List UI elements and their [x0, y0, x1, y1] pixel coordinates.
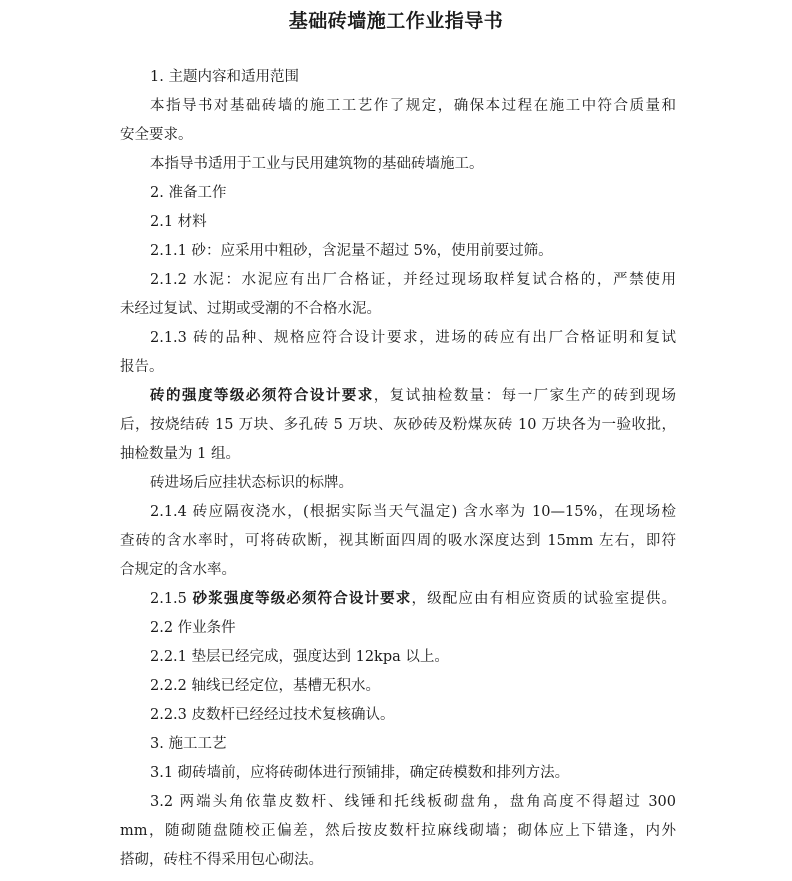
- section-heading: 3. 施工工艺: [150, 736, 227, 752]
- paragraph-line: 安全要求。: [120, 127, 193, 143]
- paragraph-text: ，级配应由有相应资质的试验室提供。: [411, 591, 677, 607]
- paragraph-line: 3.1 砌砖墙前，应将砖砌体进行预铺排，确定砖模数和排列方法。: [150, 765, 570, 781]
- subsection-heading: 2.1 材料: [150, 214, 207, 230]
- paragraph-line: 查砖的含水率时，可将砖砍断，视其断面四周的吸水深度达到 15mm 左右，即符: [120, 533, 676, 549]
- paragraph-line: 2.1.4 砖应隔夜浇水，(根据实际当天气温定) 含水率为 10—15%，在现场检: [150, 504, 676, 520]
- paragraph-line: 本指导书对基础砖墙的施工工艺作了规定，确保本过程在施工中符合质量和: [150, 98, 676, 114]
- paragraph-line: [150, 386, 676, 406]
- section-heading: 2. 准备工作: [150, 185, 227, 201]
- paragraph-line: 未经过复试、过期或受潮的不合格水泥。: [120, 301, 381, 317]
- paragraph-line: 砖进场后应挂状态标识的标牌。: [150, 475, 353, 491]
- paragraph-line: 本指导书适用于工业与民用建筑物的基础砖墙施工。: [150, 156, 484, 172]
- document-title: 基础砖墙施工作业指导书: [288, 10, 504, 32]
- bold-requirement: 砖的强度等级必须符合设计要求: [150, 387, 374, 404]
- paragraph-line: 抽检数量为 1 组。: [120, 446, 240, 462]
- paragraph-line: 3.2 两端头角依靠皮数杆、线锤和托线板砌盘角，盘角高度不得超过 300: [150, 794, 676, 810]
- section-heading: 1. 主题内容和适用范围: [150, 69, 299, 85]
- paragraph-text: 2.1.5: [150, 591, 193, 607]
- paragraph-line: 报告。: [120, 359, 164, 375]
- paragraph-line: mm，随砌随盘随校正偏差，然后按皮数杆拉麻线砌墙；砌体应上下错逢，内外: [120, 823, 676, 839]
- paragraph-line: 2.2.2 轴线已经定位，基槽无积水。: [150, 678, 381, 694]
- paragraph-line: 2.1.2 水泥：水泥应有出厂合格证，并经过现场取样复试合格的，严禁使用: [150, 272, 676, 288]
- paragraph-line: 2.2.1 垫层已经完成，强度达到 12kpa 以上。: [150, 649, 449, 665]
- paragraph-line: [150, 589, 676, 609]
- paragraph-line: 2.2.3 皮数杆已经经过技术复核确认。: [150, 707, 395, 723]
- paragraph-line: 搭砌，砖柱不得采用包心砌法。: [120, 852, 323, 868]
- paragraph-text: ，复试抽检数量：每一厂家生产的砖到现场: [373, 388, 676, 404]
- paragraph-line: 合规定的含水率。: [120, 562, 236, 578]
- paragraph-line: 后，按烧结砖 15 万块、多孔砖 5 万块、灰砂砖及粉煤灰砖 10 万块各为一验收批，: [120, 417, 676, 433]
- paragraph-line: 2.1.1 砂：应采用中粗砂，含泥量不超过 5%，使用前要过筛。: [150, 243, 553, 259]
- subsection-heading: 2.2 作业条件: [150, 620, 236, 636]
- paragraph-line: 2.1.3 砖的品种、规格应符合设计要求，进场的砖应有出厂合格证明和复试: [150, 330, 676, 346]
- bold-requirement: 砂浆强度等级必须符合设计要求: [192, 590, 412, 607]
